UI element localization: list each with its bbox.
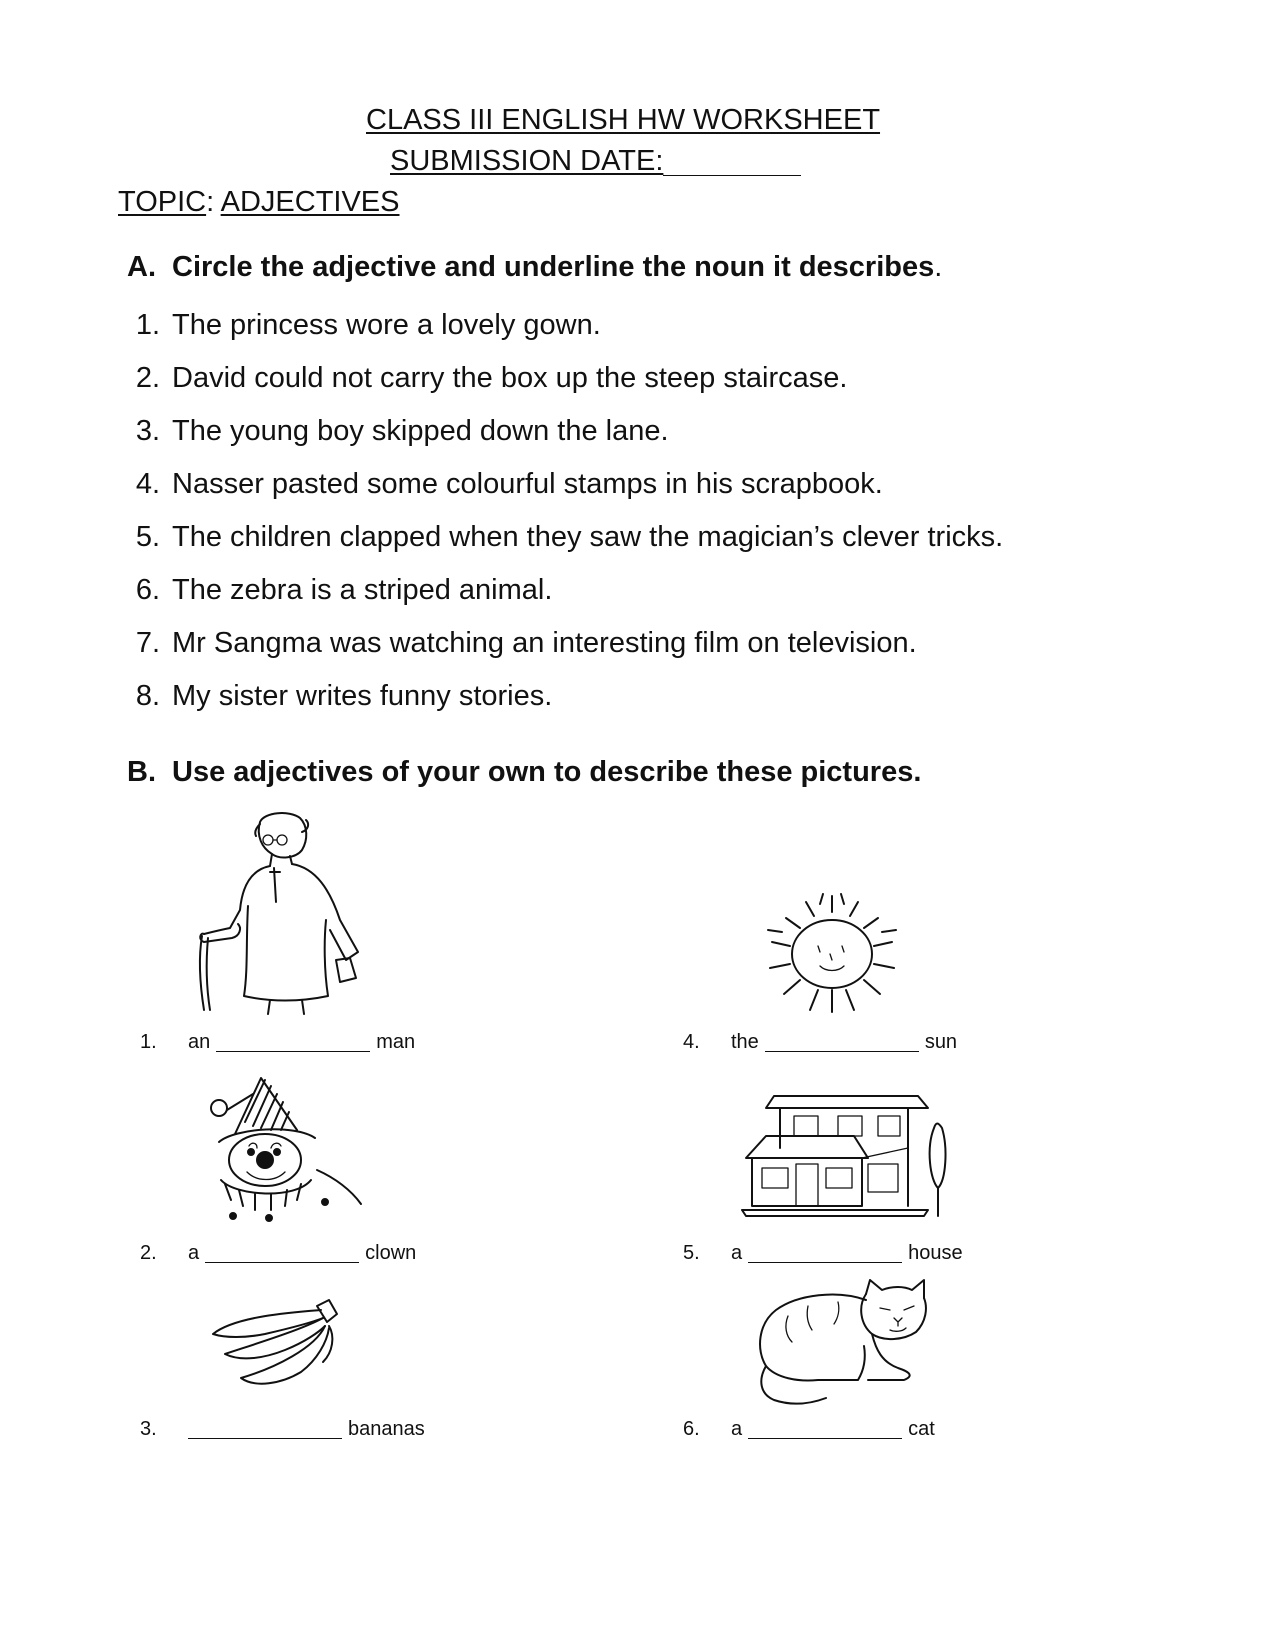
- submission-date-blank[interactable]: [663, 149, 801, 176]
- sentence-item: [114, 680, 552, 713]
- house-icon: [738, 1088, 952, 1224]
- section-b-letter: B.: [127, 756, 156, 788]
- answer-blank[interactable]: [205, 1242, 359, 1263]
- cat-icon: [748, 1276, 928, 1412]
- section-a-period: .: [934, 251, 943, 283]
- bananas-icon: [205, 1296, 345, 1396]
- sentence-number: 4.: [135, 468, 160, 500]
- sun-icon: [760, 890, 910, 1020]
- submission-date: [390, 145, 801, 178]
- sentence-text: Nasser pasted some colourful stamps in his scrapbook.: [172, 468, 883, 500]
- picture-noun: house: [908, 1242, 963, 1264]
- answer-blank[interactable]: [188, 1418, 342, 1439]
- picture-article: a: [731, 1418, 743, 1440]
- answer-blank[interactable]: [748, 1242, 902, 1263]
- section-a-heading: [127, 251, 942, 284]
- picture-label-3: [140, 1418, 425, 1441]
- section-a-letter: A.: [127, 251, 156, 283]
- picture-article: the: [731, 1031, 759, 1053]
- topic-label: TOPIC: [118, 186, 207, 218]
- sentence-number: 1.: [135, 309, 160, 341]
- section-b-instruction: Use adjectives of your own to describe these pictures.: [172, 756, 922, 788]
- sentence-text: Mr Sangma was watching an interesting film on television.: [172, 627, 917, 659]
- picture-noun: bananas: [348, 1418, 425, 1440]
- picture-number: 6.: [683, 1418, 700, 1440]
- sentence-text: My sister writes funny stories.: [172, 680, 553, 712]
- sentence-text: David could not carry the box up the steep staircase.: [172, 362, 848, 394]
- topic-value: ADJECTIVES: [220, 186, 400, 218]
- picture-label-6: [683, 1418, 935, 1441]
- picture-label-5: [683, 1242, 963, 1265]
- answer-blank[interactable]: [216, 1031, 370, 1052]
- sentence-number: 3.: [135, 415, 160, 447]
- sentence-item: [114, 309, 601, 342]
- sentence-item: [114, 521, 1003, 554]
- sentence-item: [114, 574, 552, 607]
- picture-number: 4.: [683, 1031, 700, 1053]
- sentence-number: 6.: [135, 574, 160, 606]
- picture-noun: sun: [924, 1031, 958, 1053]
- picture-article: a: [731, 1242, 743, 1264]
- picture-number: 5.: [683, 1242, 700, 1264]
- worksheet-title: CLASS III ENGLISH HW WORKSHEET: [366, 104, 881, 136]
- topic-separator: :: [206, 186, 215, 218]
- picture-number: 3.: [140, 1418, 157, 1440]
- sentence-text: The zebra is a striped animal.: [172, 574, 553, 606]
- section-b-heading: [127, 756, 921, 789]
- clown-icon: [205, 1072, 365, 1222]
- submission-label: SUBMISSION DATE:: [390, 145, 664, 177]
- sentence-number: 7.: [135, 627, 160, 659]
- picture-noun: man: [376, 1031, 416, 1053]
- sentence-item: [114, 468, 883, 501]
- picture-noun: cat: [908, 1418, 935, 1440]
- picture-article: a: [188, 1242, 200, 1264]
- sentence-number: 2.: [135, 362, 160, 394]
- picture-article: an: [188, 1031, 211, 1053]
- section-a-instruction: Circle the adjective and underline the noun it describes: [172, 251, 935, 283]
- picture-number: 1.: [140, 1031, 157, 1053]
- picture-number: 2.: [140, 1242, 157, 1264]
- old-man-icon: [190, 810, 370, 1015]
- answer-blank[interactable]: [765, 1031, 919, 1052]
- sentence-item: [114, 362, 847, 395]
- topic-line: [118, 186, 400, 219]
- sentence-item: [114, 415, 669, 448]
- picture-label-1: [140, 1031, 415, 1054]
- sentence-text: The young boy skipped down the lane.: [172, 415, 669, 447]
- sentence-text: The princess wore a lovely gown.: [172, 309, 601, 341]
- picture-label-4: [683, 1031, 957, 1054]
- picture-noun: clown: [365, 1242, 417, 1264]
- answer-blank[interactable]: [748, 1418, 902, 1439]
- sentence-number: 8.: [135, 680, 160, 712]
- sentence-item: [114, 627, 917, 660]
- picture-label-2: [140, 1242, 416, 1265]
- sentence-number: 5.: [135, 521, 160, 553]
- sentence-text: The children clapped when they saw the magician’s clever tricks.: [172, 521, 1004, 553]
